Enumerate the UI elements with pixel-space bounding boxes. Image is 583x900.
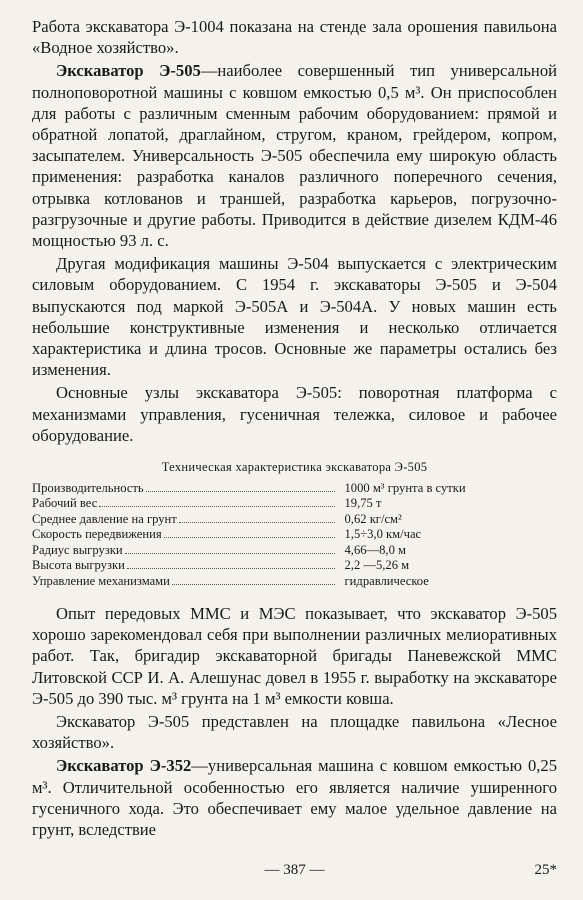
- paragraph-main-units: Основные узлы экскаватора Э-505: поворотная платформа с механизмами управления, гусеничная тележка, силовое и рабочее оборудование.: [32, 383, 557, 445]
- paragraph-intro: Работа экскаватора Э-1004 показана на стенде зала орошения павильона «Водное хозяйство».: [32, 17, 557, 58]
- spec-row: [32, 543, 557, 558]
- spec-label: [32, 558, 337, 573]
- term-e505: Экскаватор Э-505: [56, 61, 201, 81]
- spec-row: [32, 558, 557, 573]
- spec-row: [32, 481, 557, 496]
- spec-row: [32, 512, 557, 527]
- spec-table: [32, 481, 557, 589]
- leader-dots: [164, 537, 335, 538]
- spec-value: 1000 м³ грунта в сутки: [344, 481, 466, 496]
- leader-dots: [99, 506, 335, 507]
- leader-dots: [127, 568, 335, 569]
- spec-label: [32, 574, 337, 589]
- leader-dots: [172, 584, 335, 585]
- spec-label: [32, 496, 337, 511]
- spec-value: гидравлическое: [344, 573, 429, 588]
- spec-label-text: Высота выгрузки: [32, 558, 125, 573]
- spec-value: 1,5÷3,0 км/час: [344, 527, 422, 542]
- leader-dots: [125, 553, 335, 554]
- spec-value: 0,62 кг/см²: [344, 511, 402, 526]
- spec-label-text: Среднее давление на грунт: [32, 511, 177, 526]
- spec-label-text: Скорость передвижения: [32, 527, 162, 542]
- spec-row: [32, 496, 557, 511]
- paragraph-e505-text: —наиболее совершенный тип универсальной полноповоротной машины с ковшом емкостью 0,5 м³. Он приспособлен для работы с различным сменным рабочим оборудованием: прямой и обратной лопатой, драглайном, стругом, краном, грейдером, копром, засыпателем. Универсальность Э-505 обеспечила ему широкую область применения: разработка каналов различного поперечного сечения, отрывка котлованов и траншей, разработка карьеров, погрузочно-разгрузочные и другие работы. Приводится в действие дизелем КДМ-46 мощностью 93 л. с.: [32, 61, 557, 251]
- page-number: — 387 —: [264, 862, 325, 878]
- term-e352: Экскаватор Э-352: [56, 756, 192, 776]
- spec-label: [32, 543, 337, 558]
- spec-label-text: Радиус выгрузки: [32, 542, 123, 557]
- spec-value: 4,66—8,0 м: [344, 542, 406, 557]
- paragraph-exhibit: Экскаватор Э-505 представлен на площадке павильона «Лесное хозяйство».: [32, 711, 557, 753]
- spec-label: [32, 512, 337, 527]
- spec-label-text: Рабочий вес: [32, 496, 98, 511]
- spec-label-text: Управление механизмами: [32, 573, 170, 588]
- spec-value: 19,75 т: [344, 496, 382, 511]
- paragraph-e505: [32, 60, 557, 251]
- paragraph-experience: Опыт передовых ММС и МЭС показывает, что экскаватор Э-505 хорошо зарекомендовал себя при выполнении различных мелиоративных работ. Так, бригадир экскаваторной бригады Паневежской ММС Литовской ССР И. А. Алешунас довел в 1955 г. выработку на экскаваторе Э-505 до 390 тыс. м³ грунта на 1 м³ емкости ковша.: [32, 603, 557, 708]
- spec-row: [32, 574, 557, 589]
- paragraph-e504: Другая модификация машины Э-504 выпускается с электрическим силовым оборудованием. С 1954 г. экскаваторы Э-505 и Э-504 выпускаются под маркой Э-505А и Э-504А. У новых машин есть небольшие конструктивные изменения и несколько отличается характеристика и длина тросов. Основные же параметры остались без изменения.: [32, 254, 557, 380]
- paragraph-e352: [32, 755, 557, 840]
- spec-value: 2,2 —5,26 м: [344, 558, 410, 573]
- spec-table-title: Техническая характеристика экскаватора Э-505: [161, 460, 428, 475]
- spec-label: [32, 481, 337, 496]
- spec-label: [32, 527, 337, 542]
- signature-mark: 25*: [534, 862, 557, 878]
- spec-row: [32, 527, 557, 542]
- spec-label-text: Производительность: [32, 481, 144, 496]
- leader-dots: [146, 491, 335, 492]
- leader-dots: [179, 522, 335, 523]
- paragraph-e352-text: —универсальная машина с ковшом емкостью 0,25 м³. Отличительной особенностью его является наличие уширенного гусеничного хода. Это обеспечивает ему малое удельное давление на грунт, вследствие: [32, 756, 557, 839]
